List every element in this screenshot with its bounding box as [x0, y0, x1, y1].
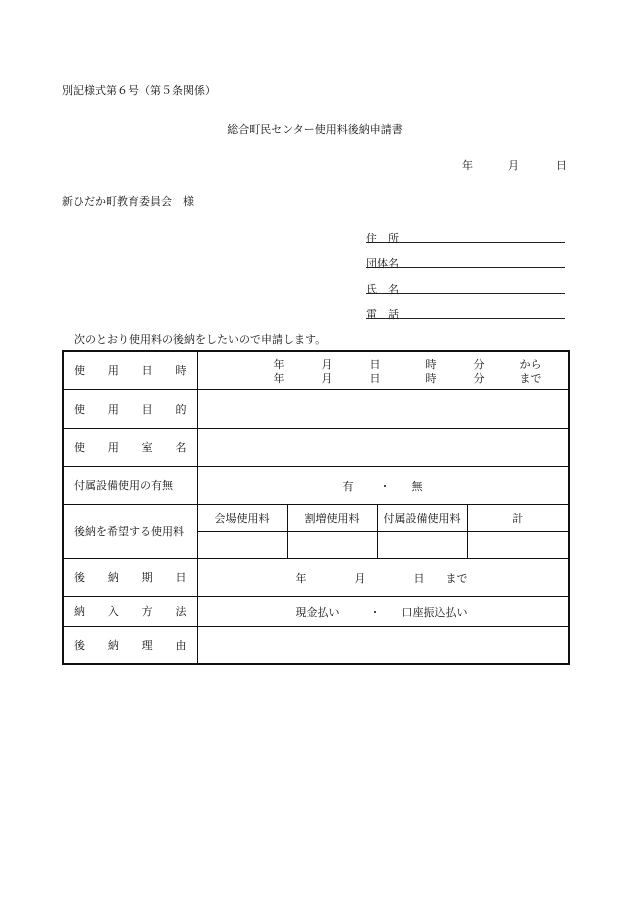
use-datetime-label: 使 用 日 時: [63, 351, 197, 389]
fee-venue-field[interactable]: [197, 531, 287, 558]
equipment-separator: ・: [379, 480, 391, 493]
fee-total-field[interactable]: [467, 531, 569, 558]
fee-equipment-field[interactable]: [377, 531, 467, 558]
purpose-label: 使 用 目 的: [63, 389, 197, 428]
equipment-label: 付属設備使用の有無: [63, 466, 197, 504]
to-line: 年 月 日 時 分 まで: [273, 372, 542, 386]
date-month-label: 月: [508, 159, 519, 172]
room-label: 使 用 室 名: [63, 428, 197, 466]
deadline-field[interactable]: 年 月 日 まで: [197, 558, 569, 596]
row-deadline: [63, 558, 569, 596]
row-reason: [63, 626, 569, 664]
deadline-label: 後 納 期 日: [63, 558, 197, 596]
application-table: [62, 350, 570, 665]
row-use-datetime: [63, 351, 569, 389]
phone-field[interactable]: [366, 318, 565, 319]
document-title: 総合町民センター使用料後納申請書: [227, 123, 403, 136]
row-room: [63, 428, 569, 466]
equipment-choice[interactable]: [197, 466, 569, 504]
fee-label: 後納を希望する使用料: [63, 504, 197, 558]
fee-col-equipment: 付属設備使用料: [377, 504, 467, 531]
payment-cash[interactable]: 現金払い: [295, 606, 340, 619]
form-reference: 別記様式第６号（第５条関係）: [62, 84, 216, 97]
date-day-label: 日: [556, 159, 567, 172]
use-datetime-field[interactable]: [197, 351, 569, 389]
reason-field[interactable]: [197, 626, 569, 664]
address-label: 住 所: [366, 232, 399, 245]
fee-col-venue: 会場使用料: [197, 504, 287, 531]
payment-transfer[interactable]: 口座振込払い: [401, 606, 468, 619]
row-payment: [63, 596, 569, 626]
fee-col-surcharge: 割増使用料: [287, 504, 377, 531]
addressee: 新ひだか町教育委員会 様: [62, 195, 194, 208]
group-label: 団体名: [366, 257, 399, 270]
group-field[interactable]: [366, 267, 565, 268]
equipment-no[interactable]: 無: [411, 480, 423, 493]
payment-label: 納 入 方 法: [63, 596, 197, 626]
intro-text: 次のとおり使用料の後納をしたいので申請します。: [74, 333, 327, 346]
fee-col-total: 計: [467, 504, 569, 531]
payment-separator: ・: [369, 606, 381, 619]
name-label: 氏 名: [366, 283, 399, 296]
fee-surcharge-field[interactable]: [287, 531, 377, 558]
row-purpose: [63, 389, 569, 428]
address-field[interactable]: [366, 242, 565, 243]
name-field[interactable]: [366, 293, 565, 294]
equipment-yes[interactable]: 有: [342, 480, 354, 493]
row-equipment: [63, 466, 569, 504]
phone-label: 電 話: [366, 308, 399, 321]
purpose-field[interactable]: [197, 389, 569, 428]
reason-label: 後 納 理 由: [63, 626, 197, 664]
from-line: 年 月 日 時 分 から: [273, 358, 542, 372]
date-year-label: 年: [462, 159, 473, 172]
room-field[interactable]: [197, 428, 569, 466]
row-fee-header: [63, 504, 569, 531]
payment-choice[interactable]: [197, 596, 569, 626]
